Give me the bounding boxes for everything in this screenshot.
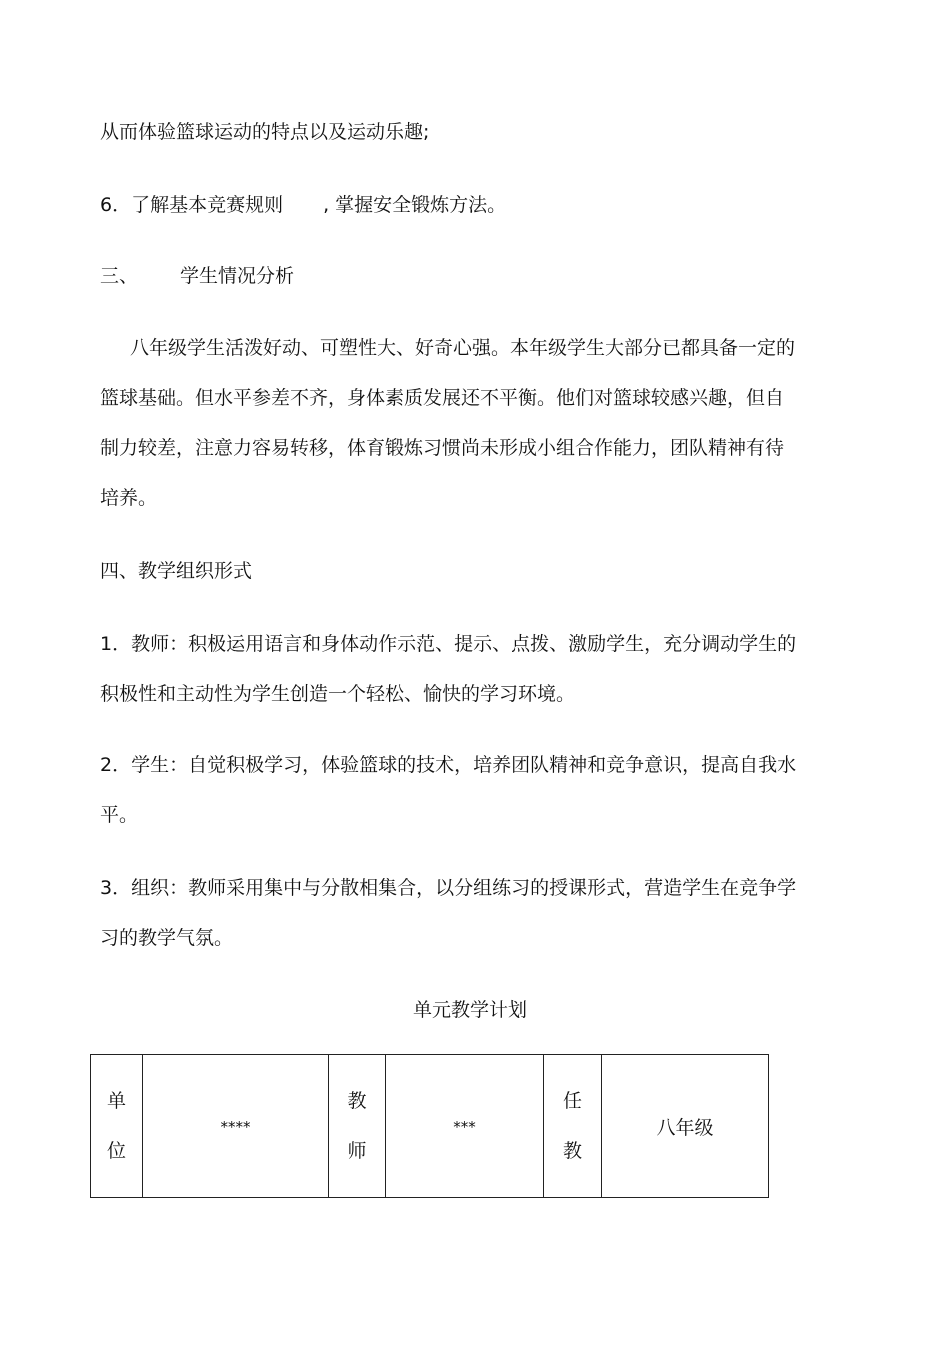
paragraph-line: 八年级学生活泼好动、可塑性大、好奇心强。本年级学生大部分已都具备一定的 xyxy=(130,337,796,359)
unit-plan-table xyxy=(90,1054,769,1198)
section-4-heading: 四、教学组织形式 xyxy=(100,560,253,582)
unit-label-cell xyxy=(91,1055,143,1198)
text-line: 从而体验篮球运动的特点以及运动乐趣; xyxy=(100,121,430,143)
grade-label-cell xyxy=(544,1055,602,1198)
grade-value-cell xyxy=(602,1055,769,1198)
item-1-line-1: 1．教师：积极运用语言和身体动作示范、提示、点拨、激励学生，充分调动学生的 xyxy=(100,633,797,655)
unit-label-char-1: 单 xyxy=(106,1090,126,1112)
teacher-value-cell xyxy=(386,1055,544,1198)
table-title: 单元教学计划 xyxy=(412,999,527,1021)
paragraph-line: 培养。 xyxy=(100,487,158,509)
unit-value: **** xyxy=(220,1118,251,1136)
objective-6-part-1: 6．了解基本竞赛规则 xyxy=(100,194,284,216)
item-1-line-2: 积极性和主动性为学生创造一个轻松、愉快的学习环境。 xyxy=(100,683,576,705)
grade-label-char-2: 教 xyxy=(562,1140,582,1162)
objective-6 xyxy=(100,193,506,217)
section-3-number: 三、 xyxy=(100,265,139,287)
item-2-line-1: 2．学生：自觉积极学习，体验篮球的技术，培养团队精神和竞争意识，提高自我水 xyxy=(100,754,797,776)
unit-label-char-2: 位 xyxy=(106,1140,126,1162)
grade-value: 八年级 xyxy=(656,1116,714,1139)
grade-label-char-1: 任 xyxy=(562,1090,582,1112)
item-2-line-2: 平。 xyxy=(100,804,139,826)
objective-6-part-2: , 掌握安全锻炼方法。 xyxy=(323,194,507,216)
item-3-line-2: 习的教学气氛。 xyxy=(100,927,234,949)
section-3-heading xyxy=(100,264,294,288)
table-row xyxy=(91,1055,769,1198)
unit-value-cell xyxy=(143,1055,329,1198)
teacher-label-char-1: 教 xyxy=(347,1090,367,1112)
paragraph-line: 制力较差，注意力容易转移，体育锻炼习惯尚未形成小组合作能力，团队精神有待 xyxy=(100,437,785,459)
item-3-line-1: 3．组织：教师采用集中与分散相集合，以分组练习的授课形式，营造学生在竞争学 xyxy=(100,877,797,899)
section-3-title: 学生情况分析 xyxy=(180,265,295,287)
teacher-label-cell xyxy=(329,1055,386,1198)
paragraph-line: 篮球基础。但水平参差不齐，身体素质发展还不平衡。他们对篮球较感兴趣，但自 xyxy=(100,387,785,409)
teacher-value: *** xyxy=(453,1118,476,1136)
teacher-label-char-2: 师 xyxy=(347,1140,367,1162)
